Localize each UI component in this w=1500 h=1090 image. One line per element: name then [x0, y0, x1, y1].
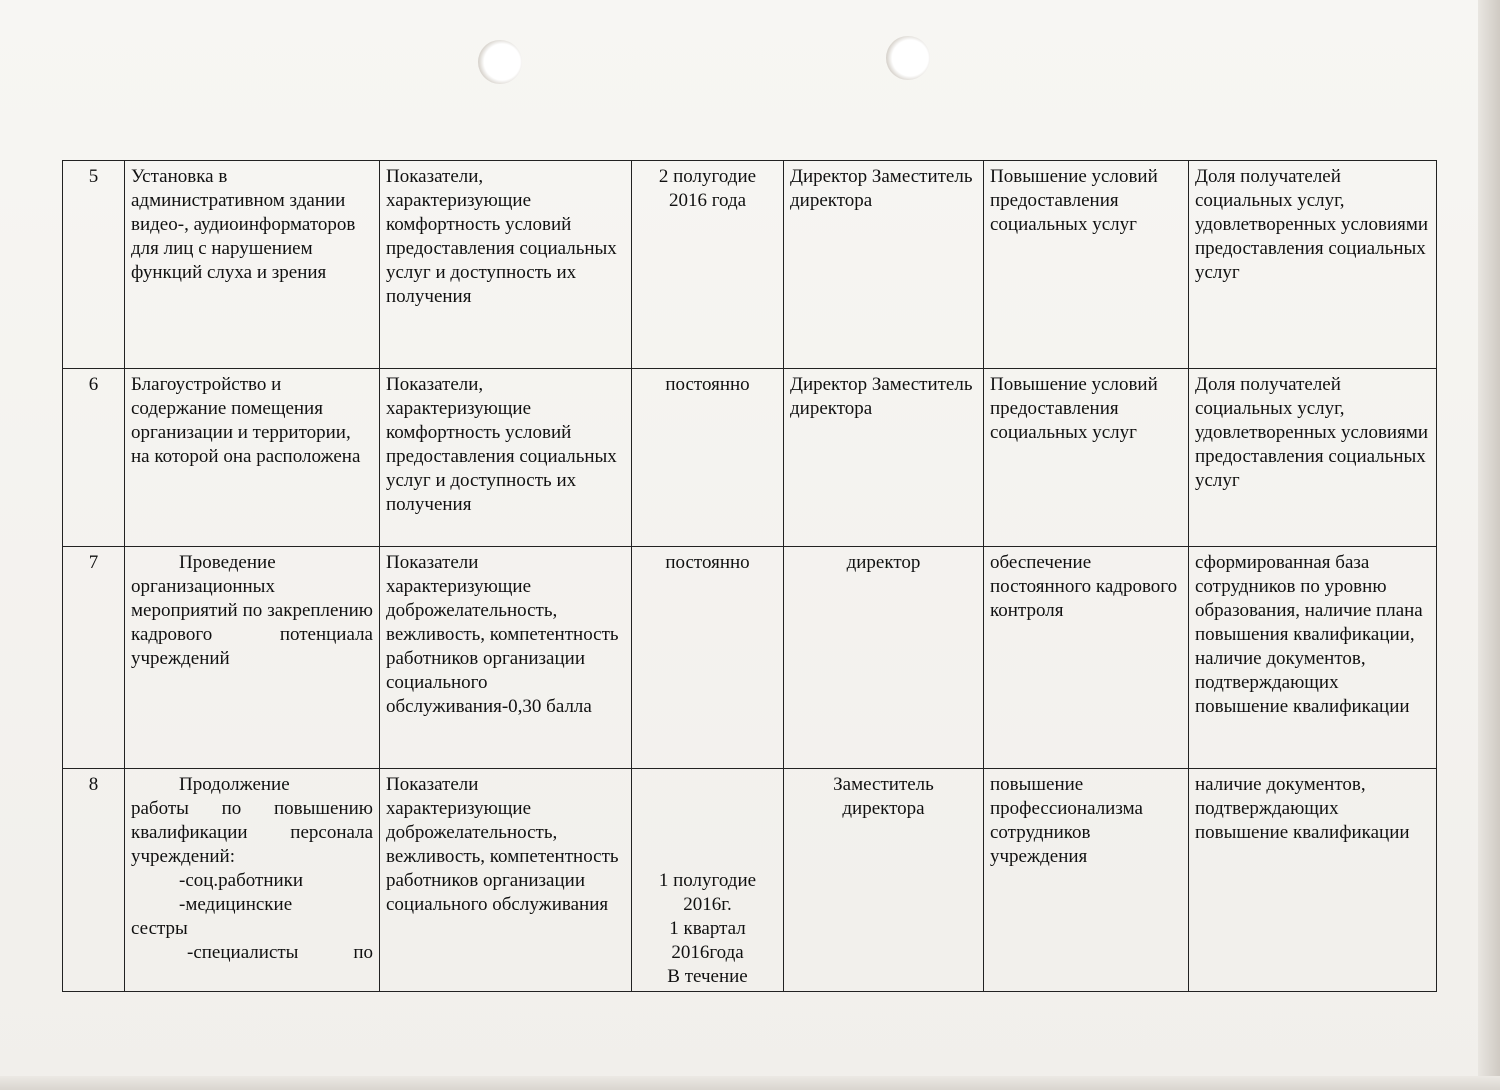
result-cell: Повышение условий предоставления социальных услуг	[984, 369, 1189, 547]
term-cell	[632, 769, 784, 992]
outcome-cell: наличие документов, подтверждающих повышение квалификации	[1189, 769, 1437, 992]
term-line: 2016года	[671, 942, 744, 963]
measure-cell: Проведение организационных мероприятий по закреплению кадрового потенциала учреждений	[125, 547, 380, 769]
outcome-cell: Доля получателей социальных услуг, удовлетворенных условиями предоставления социальных услуг	[1189, 161, 1437, 369]
term-cell: постоянно	[632, 369, 784, 547]
indicator-cell: Показатели характеризующие доброжелательность, вежливость, компетентность работников организации социального обслуживания	[380, 769, 632, 992]
term-line: 1 квартал	[669, 918, 746, 939]
term-line: 2016г.	[683, 894, 732, 915]
responsible-cell: Директор Заместитель директора	[784, 161, 984, 369]
row-number: 6	[63, 369, 125, 547]
action-plan-table	[62, 160, 1437, 992]
indicator-cell: Показатели, характеризующие комфортность условий предоставления социальных услуг и доступность их получения	[380, 369, 632, 547]
measure-line: работы по повышению	[131, 798, 373, 819]
outcome-cell: Доля получателей социальных услуг, удовлетворенных условиями предоставления социальных услуг	[1189, 369, 1437, 547]
outcome-cell: сформированная база сотрудников по уровню образования, наличие плана повышения квалификации, наличие документов, подтверждающих повышение квалификации	[1189, 547, 1437, 769]
punch-hole	[886, 36, 930, 80]
row-number: 5	[63, 161, 125, 369]
table-row	[63, 769, 1437, 992]
responsible-cell: директор	[784, 547, 984, 769]
indicator-cell: Показатели характеризующие доброжелательность, вежливость, компетентность работников организации социального обслуживания-0,30 балла	[380, 547, 632, 769]
measure-cell	[125, 769, 380, 992]
table-row	[63, 547, 1437, 769]
measure-cell: Установка в административном здании видео-, аудиоинформаторов для лиц с нарушением функций слуха и зрения	[125, 161, 380, 369]
measure-line: учреждений:	[131, 846, 235, 867]
term-cell: постоянно	[632, 547, 784, 769]
term-cell: 2 полугодие 2016 года	[632, 161, 784, 369]
punch-hole	[478, 40, 522, 84]
table-row	[63, 369, 1437, 547]
responsible-cell: Директор Заместитель директора	[784, 369, 984, 547]
measure-line: квалификации персонала	[131, 822, 373, 843]
measure-line: -медицинские	[179, 894, 293, 915]
term-spacer	[638, 773, 777, 869]
page-edge-right	[1478, 0, 1500, 1090]
responsible-cell: Заместитель директора	[784, 769, 984, 992]
row-number: 8	[63, 769, 125, 992]
measure-line: -соц.работники	[179, 870, 304, 891]
page-edge-bottom	[0, 1076, 1500, 1090]
measure-cell: Благоустройство и содержание помещения организации и территории, на которой она расположена	[125, 369, 380, 547]
result-cell: повышение профессионализма сотрудников учреждения	[984, 769, 1189, 992]
row-number: 7	[63, 547, 125, 769]
result-cell: обеспечение постоянного кадрового контроля	[984, 547, 1189, 769]
result-cell: Повышение условий предоставления социальных услуг	[984, 161, 1189, 369]
measure-line: сестры	[131, 918, 188, 939]
term-line: 1 полугодие	[658, 870, 757, 891]
indicator-cell: Показатели, характеризующие комфортность условий предоставления социальных услуг и доступность их получения	[380, 161, 632, 369]
measure-line: Продолжение	[179, 774, 290, 795]
table-row	[63, 161, 1437, 369]
term-line: В течение	[667, 966, 748, 987]
measure-line: -специалисты по	[187, 942, 373, 963]
